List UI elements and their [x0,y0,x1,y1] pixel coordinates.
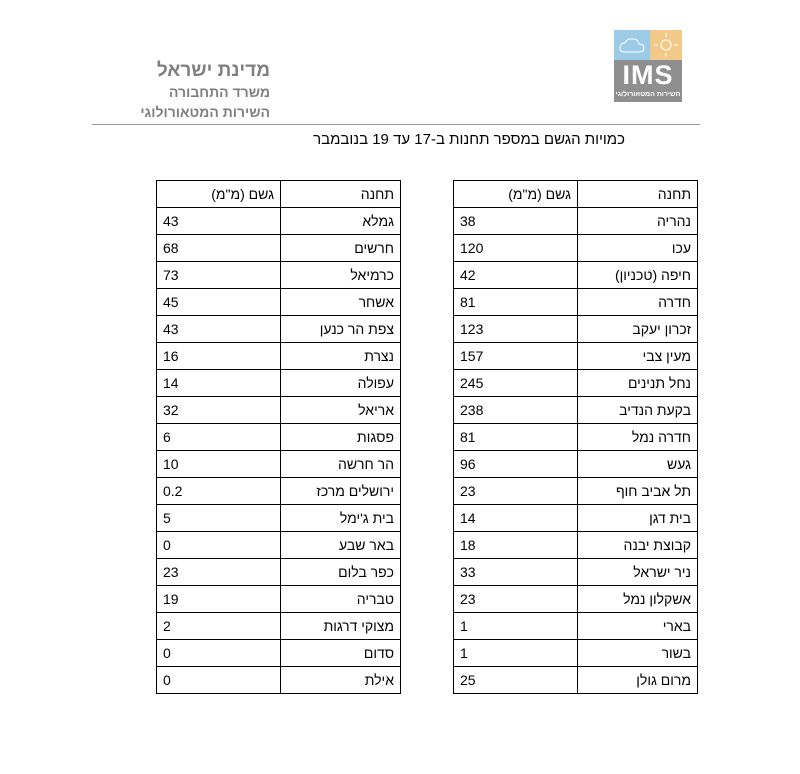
logo-subtitle: השירות המטאורולוגי [615,91,681,98]
rain-amount-cell: 16 [157,343,281,370]
table-row [157,235,401,262]
rain-amount-cell: 0.2 [157,478,281,505]
rain-amount-cell: 120 [454,235,578,262]
rain-amount-cell: 123 [454,316,578,343]
column-header-station: תחנה [281,181,401,208]
station-name-cell: סדום [281,640,401,667]
rain-amount-cell: 68 [157,235,281,262]
table-row [454,343,698,370]
rain-amount-cell: 10 [157,451,281,478]
rain-amount-cell: 0 [157,640,281,667]
table-row [454,586,698,613]
logo-text-box [614,60,682,102]
rainfall-table-left [156,180,401,694]
table-row [454,289,698,316]
rain-amount-cell: 157 [454,343,578,370]
rain-amount-cell: 81 [454,289,578,316]
station-name-cell: בית ג'ימל [281,505,401,532]
header-state-name: מדינת ישראל [156,60,270,81]
station-name-cell: אשחר [281,289,401,316]
table-row [454,559,698,586]
rain-amount-cell: 1 [454,640,578,667]
station-name-cell: באר שבע [281,532,401,559]
station-name-cell: חרשים [281,235,401,262]
table-row [454,478,698,505]
page-title: כמויות הגשם במספר תחנות ב-17 עד 19 בנובמבר [313,131,625,148]
rain-amount-cell: 73 [157,262,281,289]
rain-amount-cell: 14 [454,505,578,532]
rain-amount-cell: 0 [157,532,281,559]
table-row [454,667,698,694]
station-name-cell: גמלא [281,208,401,235]
ims-logo [614,30,682,102]
station-name-cell: בשור [578,640,698,667]
table-row [454,235,698,262]
station-name-cell: צפת הר כנען [281,316,401,343]
table-row [454,532,698,559]
rain-amount-cell: 33 [454,559,578,586]
table-row [157,316,401,343]
logo-graphic [614,30,682,60]
station-name-cell: עכו [578,235,698,262]
station-name-cell: הר חרשה [281,451,401,478]
station-name-cell: חיפה (טכניון) [578,262,698,289]
rain-amount-cell: 2 [157,613,281,640]
station-name-cell: בארי [578,613,698,640]
station-name-cell: אריאל [281,397,401,424]
station-name-cell: אילת [281,667,401,694]
header-service-name: השירות המטאורולוגי [140,104,270,120]
station-name-cell: חדרה נמל [578,424,698,451]
rain-amount-cell: 32 [157,397,281,424]
table-row [454,505,698,532]
station-name-cell: בקעת הנדיב [578,397,698,424]
station-name-cell: נצרת [281,343,401,370]
logo-sun-icon [650,30,682,60]
station-name-cell: עפולה [281,370,401,397]
header-divider [92,124,700,125]
column-header-station: תחנה [578,181,698,208]
station-name-cell: כפר בלום [281,559,401,586]
station-name-cell: ניר ישראל [578,559,698,586]
station-name-cell: תל אביב חוף [578,478,698,505]
rain-amount-cell: 23 [454,478,578,505]
station-name-cell: מצוקי דרגות [281,613,401,640]
table-row [454,262,698,289]
rain-amount-cell: 25 [454,667,578,694]
table-row [454,613,698,640]
table-header-row [454,181,698,208]
station-name-cell: נחל תנינים [578,370,698,397]
header-ministry-name: משרד התחבורה [168,84,270,100]
station-name-cell: פסגות [281,424,401,451]
table-row [157,397,401,424]
station-name-cell: טבריה [281,586,401,613]
rain-amount-cell: 23 [157,559,281,586]
rain-amount-cell: 96 [454,451,578,478]
station-name-cell: אשקלון נמל [578,586,698,613]
station-name-cell: זכרון יעקב [578,316,698,343]
rain-amount-cell: 238 [454,397,578,424]
table-row [157,424,401,451]
rain-amount-cell: 23 [454,586,578,613]
station-name-cell: חדרה [578,289,698,316]
station-name-cell: מעין צבי [578,343,698,370]
rain-amount-cell: 42 [454,262,578,289]
column-header-rain: גשם (מ"מ) [454,181,578,208]
station-name-cell: כרמיאל [281,262,401,289]
rain-amount-cell: 5 [157,505,281,532]
logo-ims-text: IMS [622,60,674,90]
table-row [454,316,698,343]
station-name-cell: בית דגן [578,505,698,532]
table-row [157,478,401,505]
rain-amount-cell: 43 [157,208,281,235]
table-row [157,586,401,613]
table-row [454,208,698,235]
table-row [157,640,401,667]
rain-amount-cell: 19 [157,586,281,613]
rain-amount-cell: 6 [157,424,281,451]
table-row [157,370,401,397]
table-row [454,370,698,397]
table-row [157,451,401,478]
rain-amount-cell: 245 [454,370,578,397]
table-row [454,451,698,478]
station-name-cell: ירושלים מרכז [281,478,401,505]
table-row [157,613,401,640]
rain-amount-cell: 0 [157,667,281,694]
table-row [454,397,698,424]
rain-amount-cell: 81 [454,424,578,451]
rain-amount-cell: 14 [157,370,281,397]
rain-amount-cell: 43 [157,316,281,343]
table-row [157,532,401,559]
table-header-row [157,181,401,208]
table-row [157,289,401,316]
table-row [157,208,401,235]
table-row [157,343,401,370]
rain-amount-cell: 38 [454,208,578,235]
rain-amount-cell: 45 [157,289,281,316]
column-header-rain: גשם (מ"מ) [157,181,281,208]
table-row [157,505,401,532]
station-name-cell: קבוצת יבנה [578,532,698,559]
table-row [454,424,698,451]
rainfall-table-right [453,180,698,694]
logo-cloud-icon [614,30,650,60]
table-row [454,640,698,667]
table-row [157,262,401,289]
station-name-cell: מרום גולן [578,667,698,694]
rain-amount-cell: 1 [454,613,578,640]
rain-amount-cell: 18 [454,532,578,559]
station-name-cell: נהריה [578,208,698,235]
table-row [157,559,401,586]
ministry-header [95,60,270,122]
table-row [157,667,401,694]
station-name-cell: געש [578,451,698,478]
